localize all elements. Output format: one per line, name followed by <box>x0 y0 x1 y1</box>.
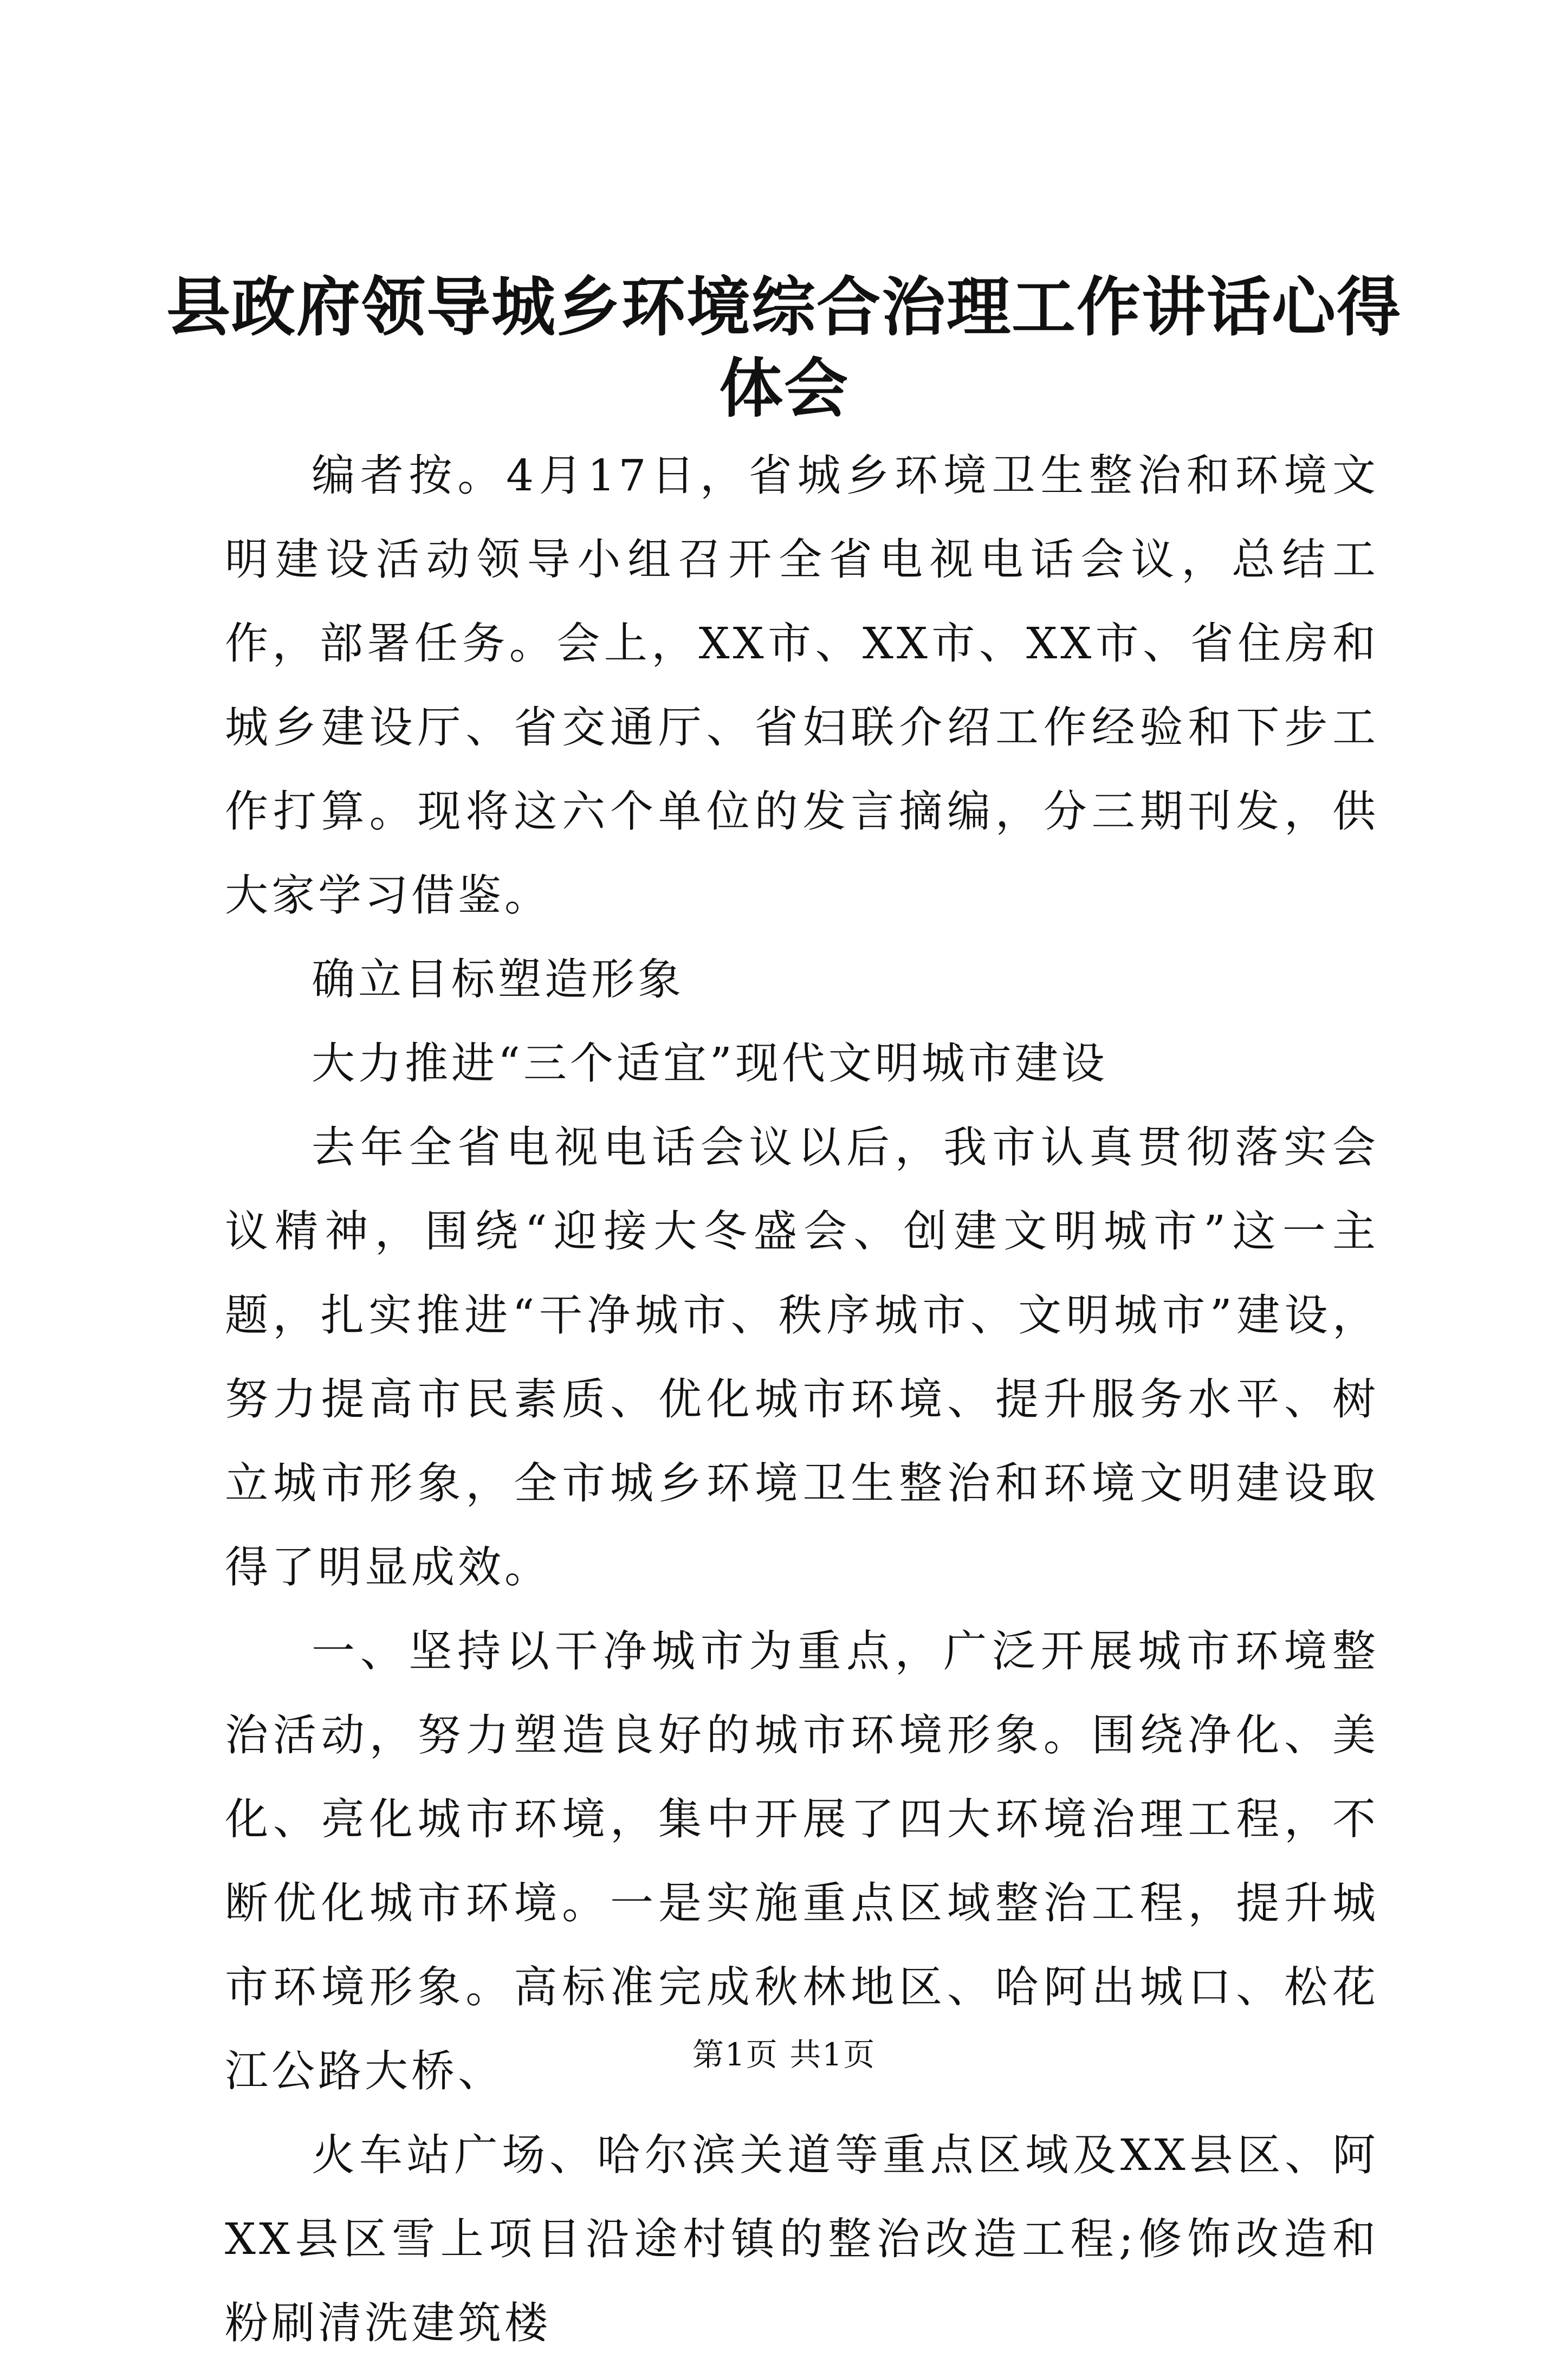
paragraph-continuation: 火车站广场、哈尔滨关道等重点区域及XX县区、阿XX县区雪上项目沿途村镇的整治改造工程;修饰改造和粉刷清洗建筑楼 <box>225 2130 1379 2348</box>
paragraph-section-one: 一、坚持以干净城市为重点，广泛开展城市环境整治活动，努力塑造良好的城市环境形象。围绕净化、美化、亮化城市环境，集中开展了四大环境治理工程，不断优化城市环境。一是实施重点区域整治工程，提升城市环境形象。高标准完成秋林地区、哈阿出城口、松花江公路大桥、 <box>225 1626 1379 2096</box>
paragraph-summary: 去年全省电视电话会议以后，我市认真贯彻落实会议精神，围绕“迎接大冬盛会、创建文明城市”这一主题，扎实推进“干净城市、秩序城市、文明城市”建设，努力提高市民素质、优化城市环境、提升服务水平、树立城市形象，全市城乡环境卫生整治和环境文明建设取得了明显成效。 <box>225 1122 1379 1592</box>
paragraph-subheading-goal: 确立目标塑造形象 <box>312 954 684 1005</box>
document-title: 县政府领导城乡环境综合治理工作讲话心得体会 <box>166 269 1402 426</box>
paragraph-editor-note: 编者按。4月17日，省城乡环境卫生整治和环境文明建设活动领导小组召开全省电视电话会议，总结工作，部署任务。会上，XX市、XX市、XX市、省住房和城乡建设厅、省交通厅、省妇联介绍工作经验和下步工作打算。现将这六个单位的发言摘编，分三期刊发，供大家学习借鉴。 <box>225 450 1379 921</box>
paragraph-subheading-construction: 大力推进“三个适宜”现代文明城市建设 <box>312 1038 1108 1088</box>
page-footer: 第1页 共1页 <box>692 2036 876 2073</box>
